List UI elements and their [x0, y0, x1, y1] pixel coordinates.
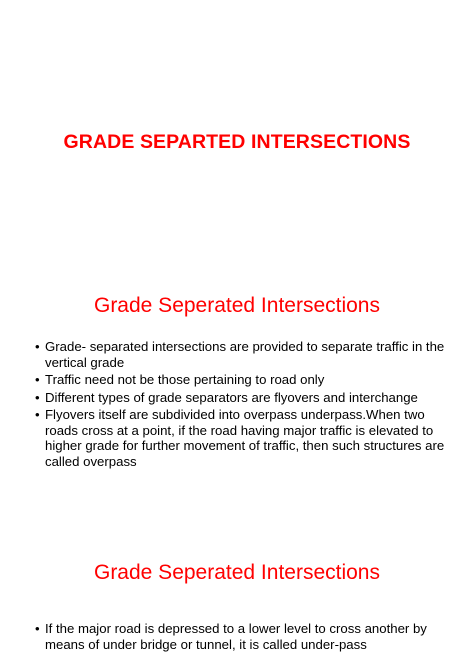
bullet-item: • Flyovers itself are subdivided into overpass underpass.When two roads cross at a point, if the road having major traffic is elevated to higher grade for further movement of traffic, then such structures are called overpass: [35, 407, 454, 469]
slide-heading: Grade Seperated Intersections: [93, 294, 380, 317]
bullet-item: • Traffic need not be those pertaining to road only: [35, 372, 454, 388]
bullet-list: [35, 621, 454, 654]
bullet-item: • Different types of grade separators are flyovers and interchange: [35, 390, 454, 406]
bullet-list: [35, 339, 454, 471]
bullet-item: • If the major road is depressed to a lower level to cross another by means of under bridge or tunnel, it is called under-pass: [35, 621, 454, 652]
slide-title: [0, 0, 474, 278]
bullet-item: • Grade- separated intersections are provided to separate traffic in the vertical grade: [35, 339, 454, 370]
slide-grade-separated-intro: [0, 278, 474, 528]
document-title: GRADE SEPARTED INTERSECTIONS: [63, 131, 411, 153]
slide-heading: Grade Seperated Intersections: [93, 561, 380, 584]
slide-grade-separated-underpass: [0, 528, 474, 652]
